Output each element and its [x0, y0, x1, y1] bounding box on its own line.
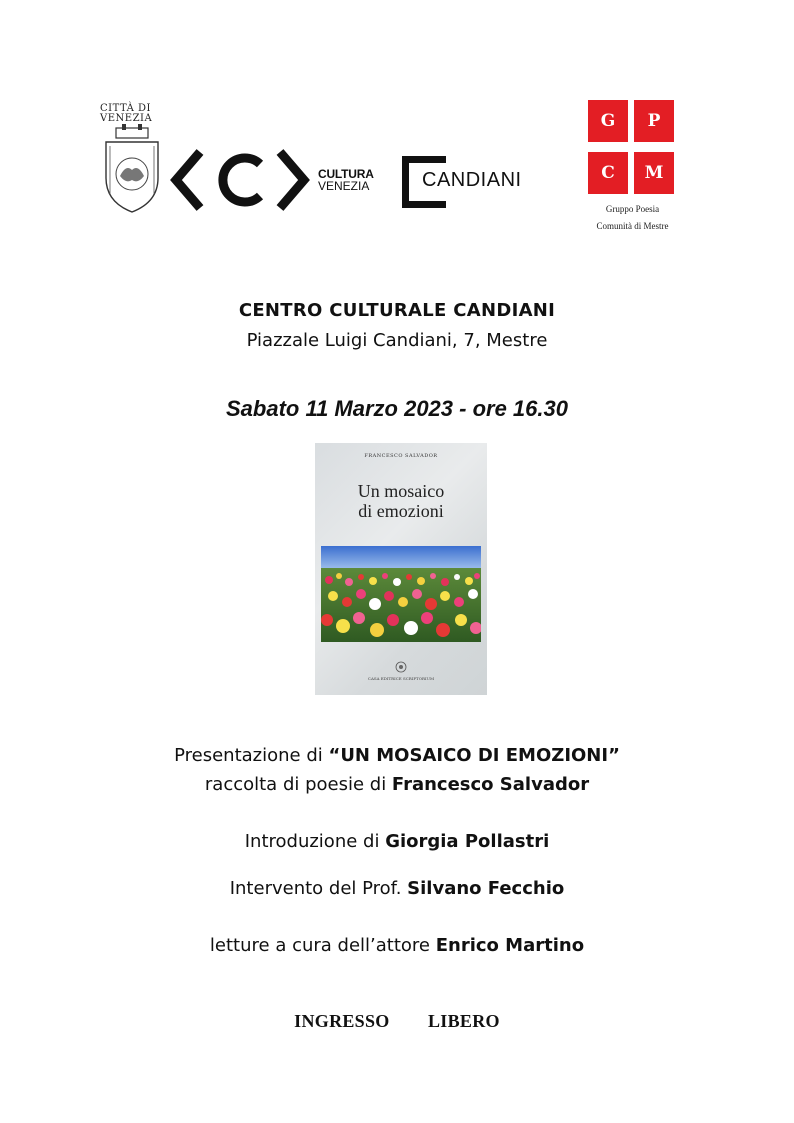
gpcm-letter-g: G: [588, 100, 628, 142]
cover-title-line-1: Un mosaico: [357, 481, 445, 501]
book-cover: [315, 443, 487, 695]
reader-name: Enrico Martino: [435, 935, 585, 956]
cultura-label: CULTURA: [318, 167, 374, 181]
presentation-prefix: Presentazione di: [174, 745, 329, 766]
cultura-venezia-logo: [170, 148, 385, 212]
gruppo-poesia-logo: [580, 94, 685, 244]
gpcm-letter-p: P: [634, 100, 674, 142]
candiani-logo: [402, 156, 527, 208]
venue-address: Piazzale Luigi Candiani, 7, Mestre: [246, 330, 548, 351]
presentation-line: [0, 745, 794, 766]
cover-publisher: CASA EDITRICE SCRIPTORIUM: [367, 676, 435, 681]
cover-title: [315, 481, 487, 521]
collection-line: [0, 774, 794, 795]
introduction-line: [0, 831, 794, 852]
venezia-caption-1: CITTÀ DI: [100, 103, 151, 114]
brackets-c-icon: [170, 148, 310, 212]
readings-line: [0, 935, 794, 956]
venezia-caption-2: VENEZIA: [100, 113, 153, 124]
flower-field-image: [321, 546, 481, 642]
author-name: Francesco Salvador: [391, 774, 590, 795]
gpcm-letter-c: C: [588, 152, 628, 194]
speaker-name: Silvano Fecchio: [407, 878, 565, 899]
collection-prefix: raccolta di poesie di: [204, 774, 392, 795]
venue-name: CENTRO CULTURALE CANDIANI: [238, 300, 556, 321]
introduction-prefix: Introduzione di: [244, 831, 386, 852]
candiani-wordmark: CANDIANI: [422, 169, 522, 191]
event-date: Sabato 11 Marzo 2023 - ore 16.30: [226, 396, 568, 421]
book-title: “UN MOSAICO DI EMOZIONI”: [328, 745, 620, 766]
speaker-line: [0, 878, 794, 899]
gpcm-letter-m: M: [634, 152, 674, 194]
introduction-name: Giorgia Pollastri: [385, 831, 550, 852]
speaker-prefix: Intervento del Prof.: [229, 878, 408, 899]
gpcm-caption-2: Comunità di Mestre: [596, 221, 669, 231]
cover-title-line-2: di emozioni: [358, 501, 444, 521]
venezia-crest-icon: [100, 124, 164, 214]
cover-author: FRANCESCO SALVADOR: [364, 453, 438, 459]
citta-di-venezia-logo: [100, 104, 164, 216]
publisher-crest-icon: [395, 661, 407, 673]
venezia-label: VENEZIA: [318, 179, 370, 193]
readings-prefix: letture a cura dell’attore: [209, 935, 436, 956]
free-entry-note: INGRESSO LIBERO: [294, 1011, 500, 1031]
gpcm-caption-1: Gruppo Poesia: [605, 204, 660, 214]
